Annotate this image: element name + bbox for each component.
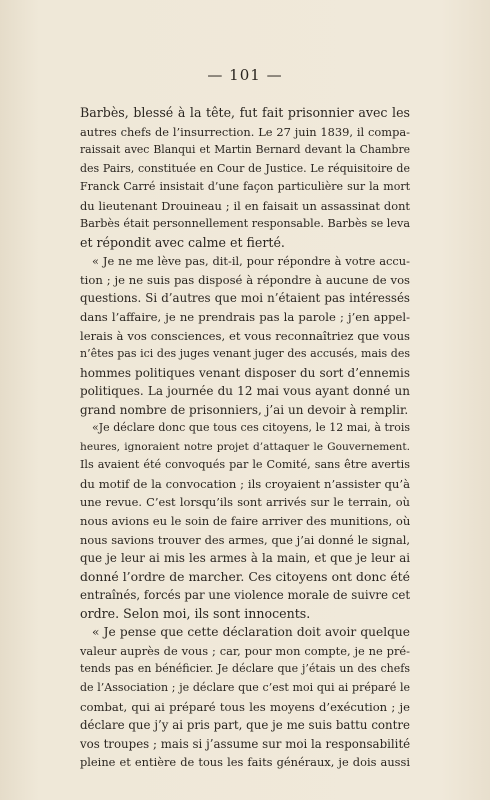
- text-line: donné l’ordre de marcher. Ces citoyens ont donc été: [80, 568, 410, 584]
- text-line: dans l’affaire, je ne prendrais pas la parole ; j’en appel-: [80, 310, 410, 325]
- text-line: Barbès était personnellement responsable. Barbès se leva: [80, 217, 410, 231]
- text-line: «Je déclare donc que tous ces citoyens, le 12 mai, à trois: [92, 421, 410, 435]
- text-line: une revue. C’est lorsqu’ils sont arrivés sur le terrain, où: [80, 495, 410, 510]
- text-line: « Je pense que cette déclaration doit avoir quelque: [92, 625, 410, 640]
- text-line: raissait avec Blanqui et Martin Bernard devant la Chambre: [80, 143, 410, 157]
- text-line: tends pas en bénéficier. Je déclare que j’étais un des chefs: [80, 662, 410, 676]
- body-text: [80, 104, 410, 772]
- text-line: heures, ignoraient notre projet d’attaquer le Gouvernement.: [80, 440, 410, 453]
- text-line: des Pairs, constituée en Cour de Justice. Le réquisitoire de: [80, 161, 410, 175]
- text-line: du motif de la convocation ; ils croyaient n’assister qu’à: [80, 476, 410, 491]
- text-line: Franck Carré insistait d’une façon particulière sur la mort: [80, 180, 410, 194]
- text-line: de l’Association ; je déclare que c’est moi qui ai préparé le: [80, 680, 410, 694]
- text-line: pleine et entière de tous les faits généraux, je dois aussi: [80, 755, 410, 770]
- text-line: nous savions trouver des armes, que j’ai donné le signal,: [80, 532, 410, 547]
- text-line: ordre. Selon moi, ils sont innocents.: [80, 605, 311, 621]
- page-number: — 101 —: [207, 66, 283, 84]
- text-line: autres chefs de l’insurrection. Le 27 juin 1839, il compa-: [80, 124, 410, 139]
- text-line: combat, qui ai préparé tous les moyens d’exécution ; je: [80, 699, 410, 714]
- text-line: que je leur ai mis les armes à la main, et que je leur ai: [80, 551, 410, 566]
- text-line: entraînés, forcés par une violence morale de suivre cet: [80, 588, 411, 603]
- text-line: lerais à vos consciences, et vous reconnaîtriez que vous: [80, 328, 410, 343]
- text-line: et répondit avec calme et fierté.: [80, 234, 285, 250]
- text-line: hommes politiques venant disposer du sort d’ennemis: [80, 365, 410, 380]
- text-line: déclare que j’y ai pris part, que je me suis battu contre: [80, 718, 410, 733]
- text-line: valeur auprès de vous ; car, pour mon compte, je ne pré-: [80, 643, 410, 658]
- text-line: Barbès, blessé à la tête, fut fait prisonnier avec les: [80, 105, 410, 120]
- text-line: Ils avaient été convoqués par le Comité, sans être avertis: [80, 458, 410, 472]
- text-line: grand nombre de prisonniers, j’ai un devoir à remplir.: [80, 402, 409, 417]
- text-line: n’êtes pas ici des juges venant juger des accusés, mais des: [80, 347, 410, 361]
- text-line: questions. Si d’autres que moi n’étaient pas intéressés: [80, 291, 410, 306]
- text-line: vos troupes ; mais si j’assume sur moi la responsabilité: [80, 736, 411, 751]
- text-line: nous avions eu le soin de faire arriver des munitions, où: [80, 514, 411, 529]
- text-line: « Je ne me lève pas, dit-il, pour répondre à votre accu-: [92, 254, 410, 269]
- text-line: tion ; je ne suis pas disposé à répondre à aucune de vos: [80, 272, 410, 287]
- text-line: du lieutenant Drouineau ; il en faisait un assassinat dont: [80, 198, 410, 213]
- text-line: politiques. La journée du 12 mai vous ayant donné un: [80, 384, 410, 399]
